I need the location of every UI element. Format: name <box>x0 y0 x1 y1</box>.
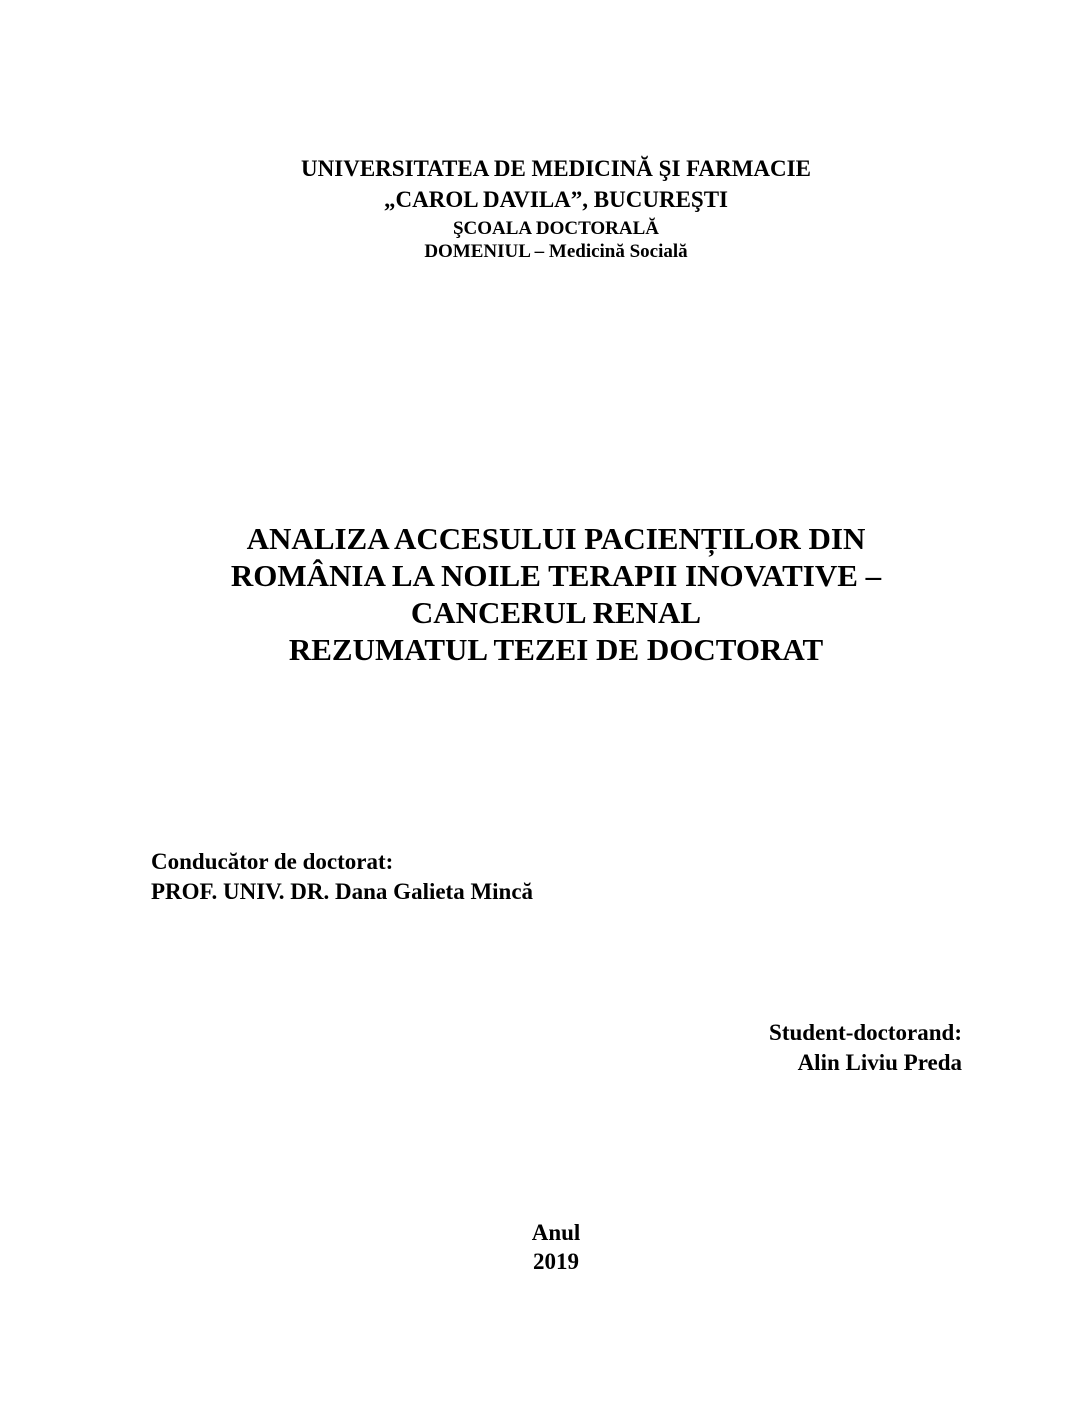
year-value: 2019 <box>533 1249 579 1274</box>
student-name: Alin Liviu Preda <box>797 1050 962 1075</box>
university-heading: UNIVERSITATEA DE MEDICINĂ ŞI FARMACIE <box>301 156 811 181</box>
domain-label: DOMENIUL – Medicină Socială <box>424 241 688 262</box>
doctoral-school: ŞCOALA DOCTORALĂ <box>452 218 660 239</box>
supervisor-block <box>151 847 533 907</box>
year-label: Anul <box>531 1220 581 1245</box>
thesis-title-line-2: ROMÂNIA LA NOILE TERAPII INOVATIVE – <box>230 558 882 593</box>
supervisor-label: Conducător de doctorat: <box>151 849 394 874</box>
supervisor-name: PROF. UNIV. DR. Dana Galieta Mincă <box>151 879 534 904</box>
university-name: „CAROL DAVILA”, BUCUREŞTI <box>383 187 728 212</box>
student-block <box>769 1018 962 1078</box>
thesis-title-line-3: CANCERUL RENAL <box>410 595 702 630</box>
student-label: Student-doctorand: <box>769 1020 962 1045</box>
thesis-title-line-1: ANALIZA ACCESULUI PACIENȚILOR DIN <box>246 521 866 556</box>
thesis-subtitle: REZUMATUL TEZEI DE DOCTORAT <box>288 632 824 667</box>
